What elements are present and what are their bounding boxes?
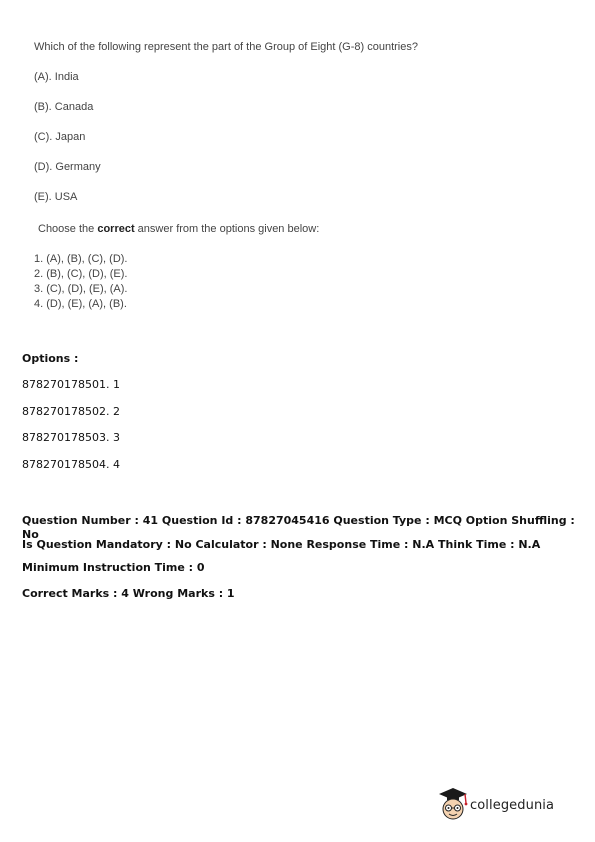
question-text: Which of the following represent the part of the Group of Eight (G-8) countries? [34,41,418,53]
meta-line-3: Minimum Instruction Time : 0 [22,561,205,574]
brand-logo [436,784,576,824]
combination-1: 1. (A), (B), (C), (D). [34,253,128,265]
choice-e: (E). USA [34,191,78,203]
combination-2: 2. (B), (C), (D), (E). [34,268,128,280]
options-heading: Options : [22,352,79,365]
instruction-suffix: answer from the options given below: [134,223,320,235]
brand-name: collegedunia [470,798,555,813]
choice-c: (C). Japan [34,131,86,143]
option-2: 878270178502. 2 [22,404,120,418]
instruction-bold: correct [97,223,135,235]
option-3: 878270178503. 3 [22,431,120,444]
choice-d: (D). Germany [34,161,101,173]
question-metadata [22,514,582,601]
instruction-prefix: Choose the [38,223,98,235]
option-4: 878270178504. 4 [22,457,120,471]
combination-4: 4. (D), (E), (A), (B). [34,298,127,310]
meta-line-1: Question Number : 41 Question Id : 87827045416 Question Type : MCQ Option Shuffling : No [22,514,575,541]
meta-line-2: Is Question Mandatory : No Calculator : None Response Time : N.A Think Time : N.A [22,538,541,551]
question-block [34,40,574,220]
option-1: 878270178501. 1 [22,378,120,391]
combination-3: 3. (C), (D), (E), (A). [34,283,128,295]
choice-a: (A). India [34,71,79,83]
graduate-cartoon-icon [436,784,470,824]
answer-instruction [38,223,319,235]
meta-line-4: Correct Marks : 4 Wrong Marks : 1 [22,587,235,600]
options-list [22,378,120,484]
combination-list [34,252,128,312]
choice-b: (B). Canada [34,101,94,113]
